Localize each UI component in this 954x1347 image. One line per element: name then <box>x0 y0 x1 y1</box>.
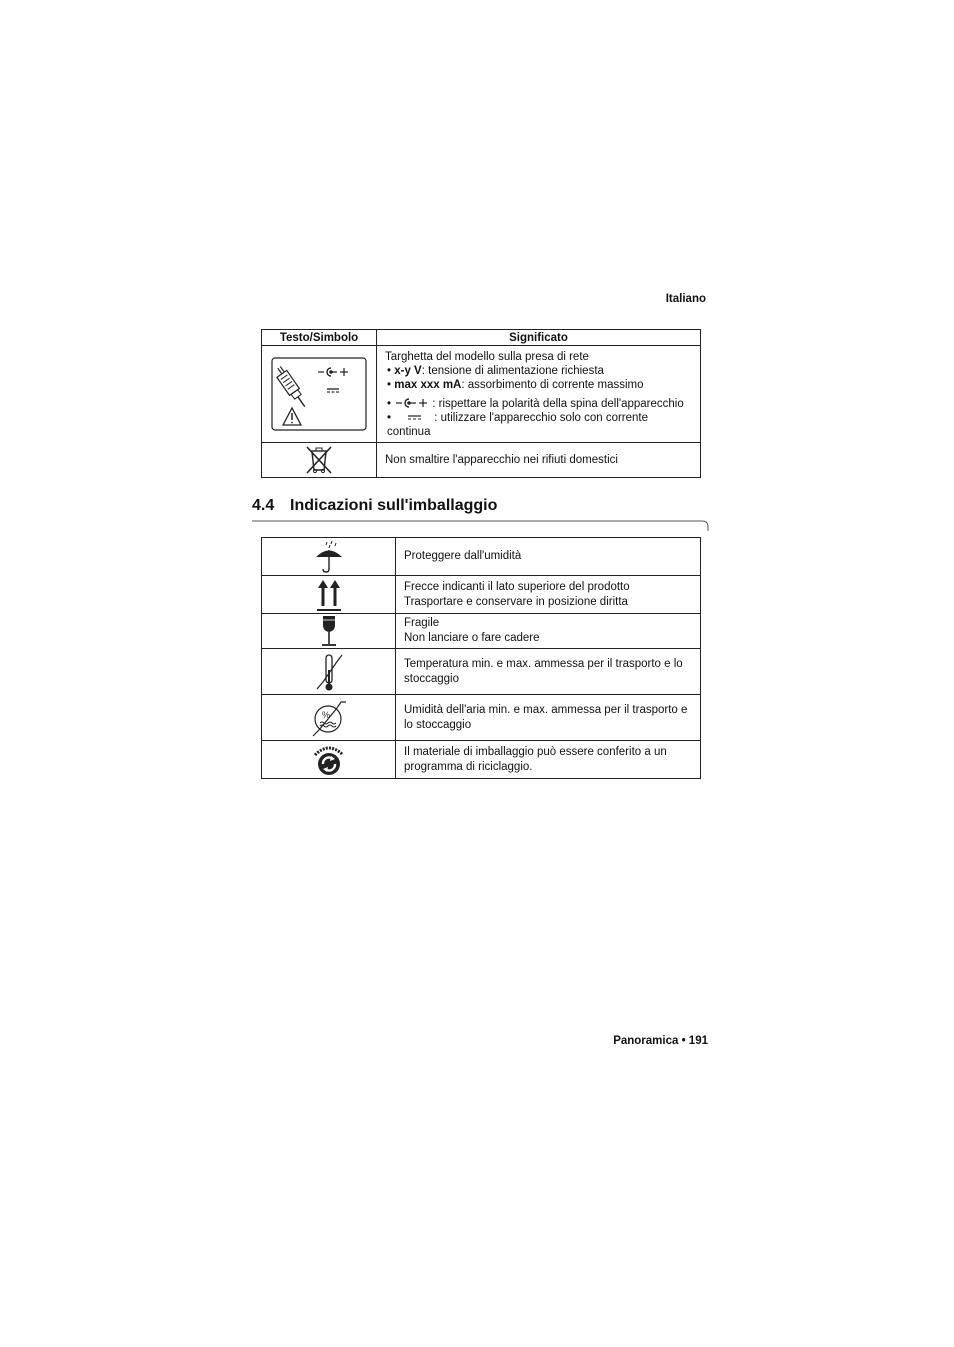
rating-plate-symbol-cell <box>262 346 377 443</box>
weee-description: Non smaltire l'apparecchio nei rifiuti domestici <box>377 443 701 478</box>
section-heading <box>252 497 497 515</box>
rating-plate-icon <box>271 357 367 431</box>
header-significato: Significato <box>377 330 701 346</box>
polarity-text: : rispettare la polarità della spina dell'apparecchio <box>432 397 684 410</box>
recycling-description <box>396 741 701 779</box>
svg-text:%: % <box>321 709 330 720</box>
arrows-up-icon <box>316 578 342 612</box>
polarity-icon <box>394 397 432 409</box>
table-row <box>262 741 701 779</box>
table-row <box>262 614 701 649</box>
green-dot-recycling-icon <box>311 743 347 777</box>
description-line: Trasportare e conservare in posizione diritta <box>404 595 628 608</box>
umbrella-icon <box>313 541 345 573</box>
description-line: Il materiale di imballaggio può essere conferito a un programma di riciclaggio. <box>404 745 667 773</box>
table-row <box>262 346 701 443</box>
section-rule <box>252 520 710 532</box>
header-testo-simbolo: Testo/Simbolo <box>262 330 377 346</box>
rating-plate-intro: Targhetta del modello sulla presa di rete <box>385 350 589 363</box>
fragile-glass-icon <box>319 615 339 647</box>
current-text: : assorbimento di corrente massimo <box>461 378 644 391</box>
fragile-symbol-cell <box>262 614 396 649</box>
humidity-description <box>396 695 701 741</box>
fragile-description <box>396 614 701 649</box>
current-label: max xxx mA <box>394 378 462 391</box>
arrows-description <box>396 576 701 614</box>
section-number: 4.4 <box>252 497 275 514</box>
umbrella-symbol-cell <box>262 538 396 576</box>
weee-symbol-cell <box>262 443 377 478</box>
bullet-dc: • : utilizzare l'apparecchio solo con corrente continua <box>387 411 649 438</box>
bullet-voltage: • x-y V: tensione di alimentazione richiesta <box>387 364 604 377</box>
arrows-symbol-cell <box>262 576 396 614</box>
voltage-text: : tensione di alimentazione richiesta <box>421 364 604 377</box>
description-line: Non lanciare o fare cadere <box>404 632 540 644</box>
packaging-symbols-table <box>261 537 701 779</box>
humidity-icon <box>311 698 347 738</box>
symbol-meaning-table <box>261 329 701 478</box>
table-row <box>262 649 701 695</box>
dc-text: : utilizzare l'apparecchio solo con corrente continua <box>387 411 649 438</box>
table-row <box>262 576 701 614</box>
table-row <box>262 538 701 576</box>
recycling-symbol-cell <box>262 741 396 779</box>
bullet-current: • max xxx mA: assorbimento di corrente massimo <box>387 378 644 391</box>
umbrella-description <box>396 538 701 576</box>
description-line: Temperatura min. e max. ammessa per il trasporto e lo stoccaggio <box>404 657 683 685</box>
crossed-bin-icon <box>304 445 334 475</box>
page-footer: Panoramica • 191 <box>613 1035 708 1047</box>
description-line: Umidità dell'aria min. e max. ammessa per il trasporto e lo stoccaggio <box>404 703 688 731</box>
description-line: Fragile <box>404 617 440 629</box>
table-row <box>262 443 701 478</box>
description-line: Proteggere dall'umidità <box>404 550 522 562</box>
humidity-symbol-cell <box>262 695 396 741</box>
table-header-row <box>262 330 701 346</box>
bullet-polarity: • : rispettare la polarità della spina dell'apparecchio <box>387 397 684 410</box>
rating-plate-description <box>377 346 701 443</box>
temperature-description <box>396 649 701 695</box>
page-language-label: Italiano <box>665 293 706 305</box>
temperature-symbol-cell <box>262 649 396 695</box>
table-row <box>262 695 701 741</box>
section-title: Indicazioni sull'imballaggio <box>290 497 498 514</box>
direct-current-icon <box>394 412 434 422</box>
thermometer-icon <box>314 652 344 692</box>
voltage-label: x-y V <box>394 364 422 377</box>
description-line: Frecce indicanti il lato superiore del prodotto <box>404 580 630 593</box>
